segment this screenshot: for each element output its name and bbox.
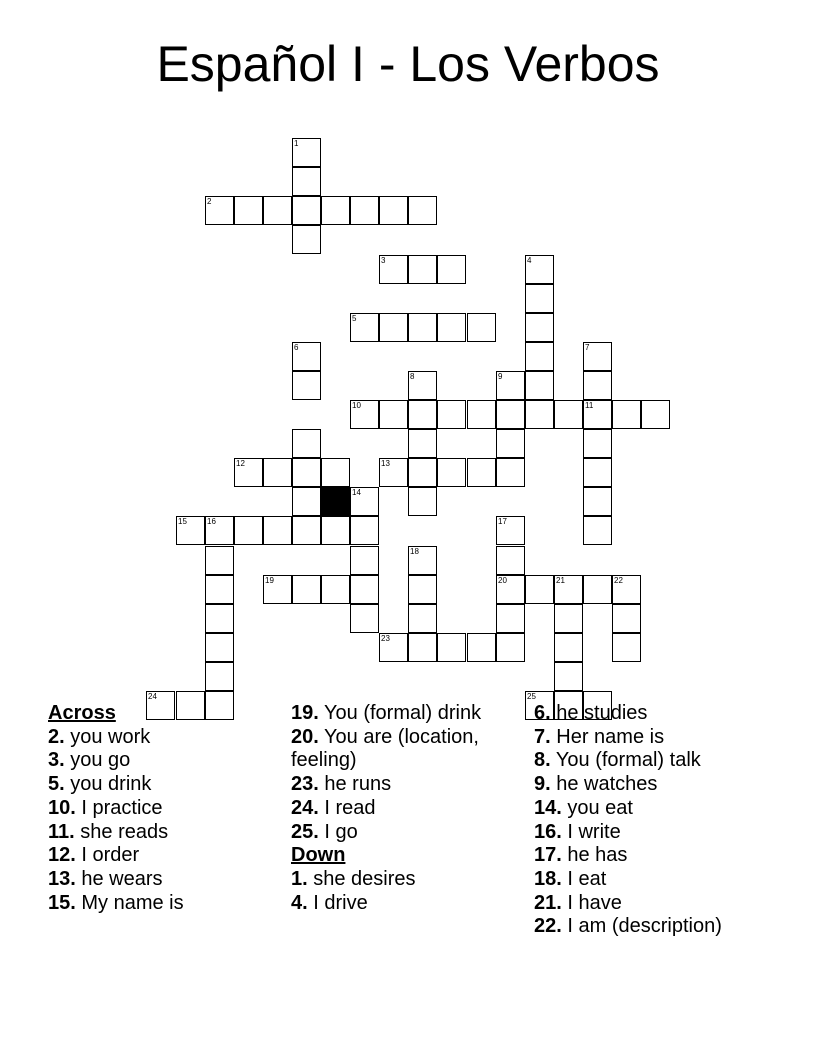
clue	[291, 773, 491, 797]
grid-cell[interactable]	[292, 458, 321, 487]
grid-cell[interactable]	[292, 196, 321, 225]
clue-text: he watches	[556, 773, 658, 796]
grid-cell[interactable]	[234, 458, 263, 487]
grid-cell[interactable]	[612, 604, 641, 633]
clue-number: 7.	[534, 725, 551, 748]
grid-cell[interactable]	[525, 342, 554, 371]
grid-cell[interactable]	[554, 604, 583, 633]
grid-cell[interactable]	[205, 196, 234, 225]
down-heading: Down	[291, 844, 346, 867]
clue-number: 1.	[291, 867, 308, 890]
grid-cell[interactable]	[205, 662, 234, 691]
grid-cell[interactable]	[525, 400, 554, 429]
grid-cell[interactable]	[292, 487, 321, 516]
grid-cell[interactable]	[205, 546, 234, 575]
grid-cell[interactable]	[437, 255, 466, 284]
clue-text: he studies	[556, 702, 648, 724]
clue	[48, 749, 288, 773]
clue-number: 12	[236, 459, 245, 468]
clue-number: 3	[381, 256, 386, 265]
grid-cell[interactable]	[612, 400, 641, 429]
grid-cell[interactable]	[583, 575, 612, 604]
clue-text: you work	[70, 725, 151, 748]
clue	[534, 797, 804, 821]
clue-text: My name is	[81, 891, 184, 914]
grid-cell[interactable]	[525, 575, 554, 604]
clue-number: 6.	[534, 702, 551, 724]
grid-cell[interactable]	[205, 604, 234, 633]
clue-number: 18	[410, 547, 419, 556]
grid-cell[interactable]	[467, 458, 496, 487]
clue	[48, 821, 288, 845]
grid-cell[interactable]	[408, 633, 437, 662]
clue-text: you drink	[70, 773, 152, 796]
clue-text: she desires	[313, 867, 416, 890]
clue-number: 24	[148, 692, 157, 701]
clue-number: 8.	[534, 749, 551, 772]
clue-text: he runs	[324, 773, 392, 796]
clue-text: I am (description)	[567, 915, 722, 938]
clue	[48, 892, 288, 916]
grid-cell[interactable]	[205, 633, 234, 662]
grid-cell[interactable]	[263, 196, 292, 225]
clue-number: 25	[527, 692, 536, 701]
clue-number: 3.	[48, 749, 65, 772]
grid-cell[interactable]	[292, 429, 321, 458]
grid-cell[interactable]	[408, 487, 437, 516]
clue-number: 5.	[48, 773, 65, 796]
clue-number: 7	[585, 343, 590, 352]
clue-number: 25.	[291, 820, 319, 843]
grid-cell[interactable]	[379, 633, 408, 662]
down-clue-list-continued	[534, 702, 804, 939]
clue-text: she reads	[80, 820, 169, 843]
clue-text: Her name is	[556, 725, 665, 748]
grid-cell[interactable]	[350, 604, 379, 633]
clue-text: I have	[567, 891, 622, 914]
clue-text: I order	[81, 844, 140, 867]
grid-cell[interactable]	[350, 313, 379, 342]
grid-cell[interactable]	[263, 516, 292, 545]
clue-number: 19	[265, 576, 274, 585]
grid-cell[interactable]	[496, 400, 525, 429]
grid-cell[interactable]	[583, 371, 612, 400]
grid-cell[interactable]	[176, 516, 205, 545]
grid-cell[interactable]	[583, 516, 612, 545]
clue-text: he has	[567, 844, 628, 867]
grid-cell[interactable]	[554, 400, 583, 429]
clue-number: 10.	[48, 796, 76, 819]
grid-cell[interactable]	[467, 633, 496, 662]
grid-cell[interactable]	[437, 400, 466, 429]
clue-text: I drive	[313, 891, 368, 914]
grid-cell[interactable]	[408, 429, 437, 458]
grid-cell[interactable]	[408, 196, 437, 225]
clue-number: 10	[352, 401, 361, 410]
clue-number: 4.	[291, 891, 308, 914]
grid-cell[interactable]	[263, 575, 292, 604]
clue	[534, 892, 804, 916]
clue	[48, 844, 288, 868]
grid-cell[interactable]	[379, 313, 408, 342]
clue	[534, 702, 804, 726]
grid-cell[interactable]	[496, 429, 525, 458]
grid-cell[interactable]	[292, 371, 321, 400]
clue-text: I eat	[567, 867, 607, 890]
clue-number: 11.	[48, 820, 75, 843]
clue-number: 21	[556, 576, 565, 585]
black-square	[321, 487, 350, 516]
clue	[291, 892, 491, 916]
grid-cell[interactable]	[321, 196, 350, 225]
clue-text: You (formal) talk	[555, 749, 701, 772]
grid-cell[interactable]	[205, 575, 234, 604]
clue-number: 13	[381, 459, 390, 468]
grid-cell[interactable]	[408, 458, 437, 487]
grid-cell[interactable]	[583, 458, 612, 487]
clue-number: 2	[207, 197, 212, 206]
grid-cell[interactable]	[641, 400, 670, 429]
clue	[291, 726, 491, 773]
grid-cell[interactable]	[554, 633, 583, 662]
clue	[534, 844, 804, 868]
clue	[534, 773, 804, 797]
grid-cell[interactable]	[525, 371, 554, 400]
grid-cell[interactable]	[408, 313, 437, 342]
grid-cell[interactable]	[350, 516, 379, 545]
clue-number: 4	[527, 256, 532, 265]
across-clue-list	[48, 726, 288, 916]
grid-cell[interactable]	[408, 575, 437, 604]
clue-number: 8	[410, 372, 415, 381]
grid-cell[interactable]	[525, 255, 554, 284]
clue-text: I go	[324, 820, 358, 843]
grid-cell[interactable]	[554, 662, 583, 691]
grid-cell[interactable]	[292, 342, 321, 371]
clue-number: 22.	[534, 915, 562, 938]
clue	[48, 868, 288, 892]
clue	[48, 773, 288, 797]
clue-number: 9.	[534, 773, 551, 796]
grid-cell[interactable]	[321, 458, 350, 487]
grid-cell[interactable]	[379, 458, 408, 487]
clue	[534, 821, 804, 845]
clue	[534, 915, 804, 939]
grid-cell[interactable]	[467, 313, 496, 342]
clue-number: 13.	[48, 867, 76, 890]
clue-number: 20.	[291, 725, 319, 748]
grid-cell[interactable]	[234, 196, 263, 225]
grid-cell[interactable]	[437, 313, 466, 342]
clue-number: 22	[614, 576, 623, 585]
grid-cell[interactable]	[292, 575, 321, 604]
clue-number: 21.	[534, 891, 562, 914]
clue-number: 15	[178, 517, 187, 526]
clue-number: 14	[352, 488, 361, 497]
clue	[291, 797, 491, 821]
grid-cell[interactable]	[583, 342, 612, 371]
clue-number: 6	[294, 343, 299, 352]
clue-number: 23	[381, 634, 390, 643]
grid-cell[interactable]	[292, 225, 321, 254]
clue-text: he wears	[81, 867, 163, 890]
grid-cell[interactable]	[408, 546, 437, 575]
grid-cell[interactable]	[379, 400, 408, 429]
clue-number: 19.	[291, 702, 319, 724]
grid-cell[interactable]	[525, 313, 554, 342]
down-clue-list	[291, 868, 491, 915]
clue	[291, 821, 491, 845]
grid-cell[interactable]	[583, 400, 612, 429]
grid-cell[interactable]	[379, 196, 408, 225]
grid-cell[interactable]	[612, 633, 641, 662]
grid-cell[interactable]	[379, 255, 408, 284]
clue-column-1	[48, 702, 288, 915]
grid-cell[interactable]	[525, 284, 554, 313]
grid-cell[interactable]	[350, 400, 379, 429]
clue-number: 5	[352, 314, 357, 323]
grid-cell[interactable]	[408, 604, 437, 633]
grid-cell[interactable]	[350, 196, 379, 225]
across-heading: Across	[48, 702, 116, 724]
grid-cell[interactable]	[496, 575, 525, 604]
clue-number: 18.	[534, 867, 562, 890]
clue	[48, 726, 288, 750]
clue	[534, 749, 804, 773]
grid-cell[interactable]	[496, 516, 525, 545]
grid-cell[interactable]	[234, 516, 263, 545]
grid-cell[interactable]	[321, 575, 350, 604]
page-title: Español I - Los Verbos	[156, 36, 660, 92]
grid-cell[interactable]	[263, 458, 292, 487]
grid-cell[interactable]	[612, 575, 641, 604]
clue-number: 2.	[48, 725, 65, 748]
grid-cell[interactable]	[583, 487, 612, 516]
clue-text: you eat	[567, 796, 633, 819]
grid-cell[interactable]	[554, 575, 583, 604]
clue-text: I write	[567, 820, 621, 843]
clue-text: You (formal) drink	[324, 702, 482, 724]
clue-text: you go	[70, 749, 131, 772]
grid-cell[interactable]	[408, 371, 437, 400]
clue-number: 9	[498, 372, 503, 381]
clue	[291, 868, 491, 892]
clue-number: 17.	[534, 844, 562, 867]
grid-cell[interactable]	[496, 371, 525, 400]
clue	[534, 726, 804, 750]
clue-number: 20	[498, 576, 507, 585]
grid-cell[interactable]	[350, 575, 379, 604]
grid-cell[interactable]	[496, 604, 525, 633]
clue-number: 24.	[291, 796, 319, 819]
grid-cell[interactable]	[408, 400, 437, 429]
grid-cell[interactable]	[292, 516, 321, 545]
clue-number: 14.	[534, 796, 562, 819]
grid-cell[interactable]	[496, 458, 525, 487]
clue-number: 1	[294, 139, 299, 148]
clue-text: I practice	[81, 796, 163, 819]
clue-number: 16	[207, 517, 216, 526]
grid-cell[interactable]	[292, 167, 321, 196]
grid-cell[interactable]	[321, 516, 350, 545]
grid-cell[interactable]	[437, 458, 466, 487]
grid-cell[interactable]	[496, 633, 525, 662]
clue	[48, 797, 288, 821]
clue-number: 23.	[291, 773, 319, 796]
clue	[534, 868, 804, 892]
grid-cell[interactable]	[437, 633, 466, 662]
clue-number: 12.	[48, 844, 76, 867]
clue-number: 11	[585, 401, 594, 410]
clue-number: 15.	[48, 891, 76, 914]
clue-text: You are (location, feeling)	[291, 725, 479, 772]
grid-cell[interactable]	[496, 546, 525, 575]
grid-cell[interactable]	[292, 138, 321, 167]
clue-text: I read	[324, 796, 376, 819]
grid-cell[interactable]	[583, 429, 612, 458]
clue-column-3	[534, 702, 804, 939]
clue-column-2	[291, 702, 491, 915]
across-clue-list-continued	[291, 702, 491, 844]
clue	[291, 702, 491, 726]
clue-number: 16.	[534, 820, 562, 843]
grid-cell[interactable]	[205, 516, 234, 545]
grid-cell[interactable]	[467, 400, 496, 429]
clue-number: 17	[498, 517, 507, 526]
grid-cell[interactable]	[408, 255, 437, 284]
grid-cell[interactable]	[350, 546, 379, 575]
grid-cell[interactable]	[350, 487, 379, 516]
